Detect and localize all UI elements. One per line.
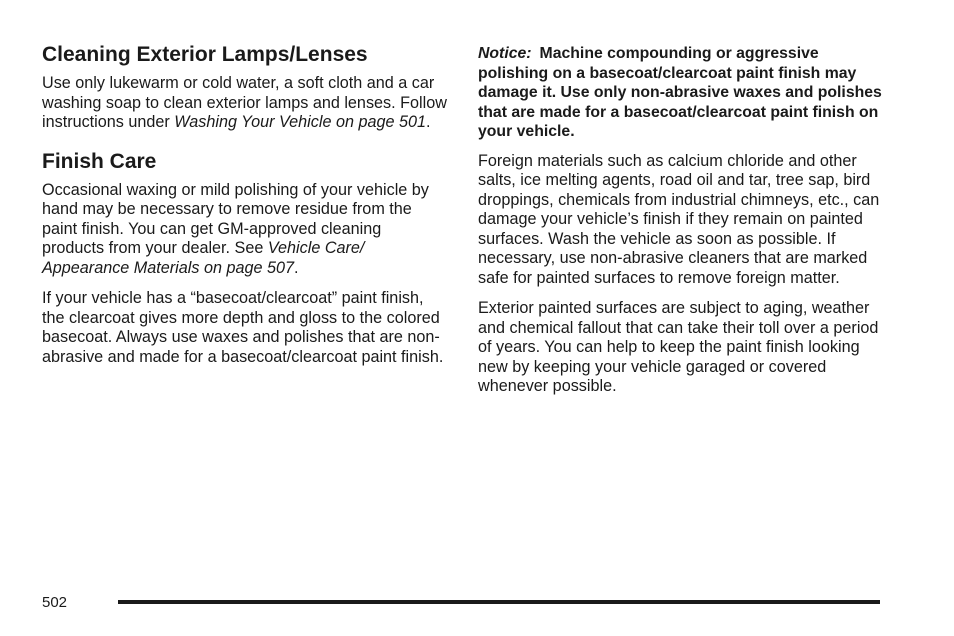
text-end: . bbox=[425, 113, 431, 131]
notice-text: Machine compounding or aggressive polishing on a basecoat/clearcoat paint finish may damage it. Use only non-abrasive waxes and polishes that are made for a basecoat/clearcoat paint finish on your vehicle. bbox=[478, 45, 882, 140]
paragraph-cleaning-lamps bbox=[42, 74, 447, 133]
page-reference: Washing Your Vehicle on page 501 bbox=[174, 113, 426, 131]
text: Use only lukewarm or cold water, a soft cloth and a car washing soap to clean exterior lamps and lenses. Follow instructions under bbox=[42, 74, 447, 131]
notice-label: Notice: bbox=[478, 45, 532, 62]
right-column bbox=[478, 42, 888, 408]
page-number: 502 bbox=[42, 594, 68, 611]
section-title-finish-care: Finish Care bbox=[42, 149, 157, 173]
text-end: . bbox=[293, 258, 299, 277]
notice-block bbox=[478, 44, 888, 142]
paragraph-finish-care-1 bbox=[42, 181, 447, 279]
left-column bbox=[42, 42, 447, 378]
paragraph-finish-care-2: If your vehicle has a “basecoat/clearcoat” paint finish, the clearcoat gives more depth and gloss to the colored basecoat. Always use waxes and polishes that are non-abrasive and made for a basecoat/clearcoat paint finish. bbox=[42, 289, 444, 366]
footer-rule bbox=[118, 600, 880, 604]
paragraph-exterior-surfaces: Exterior painted surfaces are subject to aging, weather and chemical fallout that can take their toll over a period of years. You can help to keep the paint finish looking new by keeping your vehicle garaged or covered whenever possible. bbox=[478, 299, 879, 395]
paragraph-foreign-materials: Foreign materials such as calcium chloride and other salts, ice melting agents, road oil and tar, tree sap, bird droppings, chemicals from industrial chimneys, etc., can damage your vehicle’s finish if they remain on painted surfaces. Wash the vehicle as soon as possible. If necessary, use non-abrasive cleaners that are marked safe for painted surfaces to remove foreign matter. bbox=[478, 151, 880, 287]
page-reference: Vehicle Care/ Appearance Materials on page 507 bbox=[42, 239, 365, 277]
text: Occasional waxing or mild polishing of your vehicle by hand may be necessary to remove residue from the paint finish. You can get GM-approved cleaning products from your dealer. See bbox=[42, 180, 429, 257]
section-title-cleaning-lamps: Cleaning Exterior Lamps/Lenses bbox=[42, 43, 368, 66]
